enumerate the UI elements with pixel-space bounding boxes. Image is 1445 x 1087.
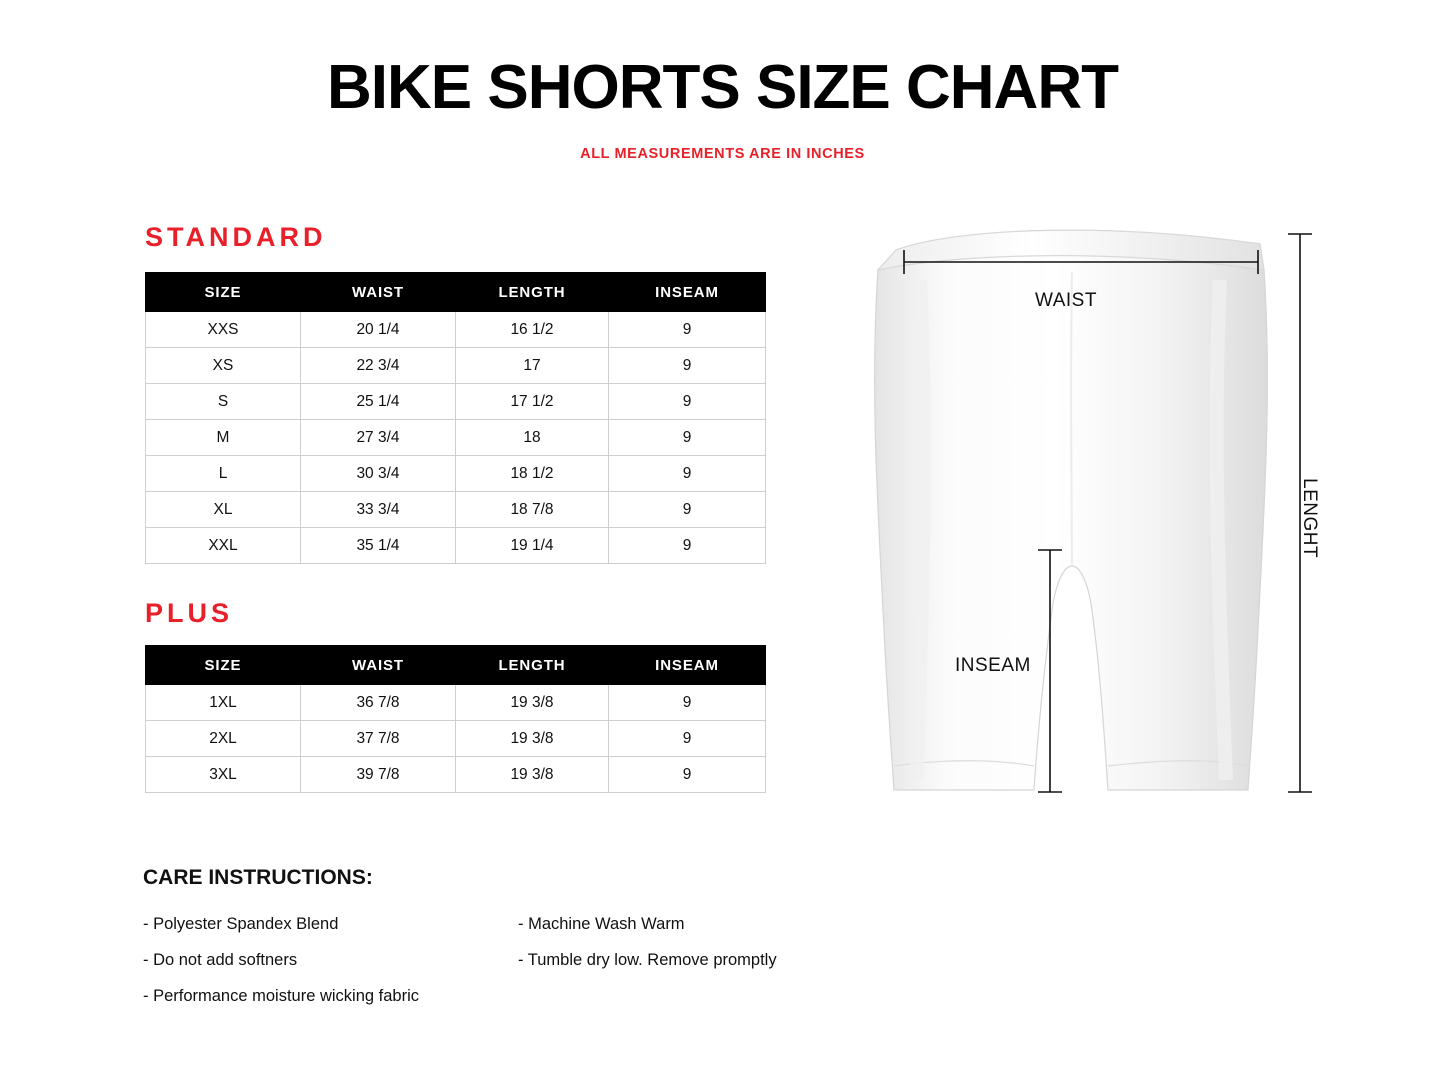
cell-waist: 37 7/8	[301, 721, 456, 757]
care-item	[518, 987, 903, 1006]
cell-size: XXL	[146, 528, 301, 564]
cell-waist: 35 1/4	[301, 528, 456, 564]
inseam-dimension-label: INSEAM	[955, 655, 1031, 676]
cell-inseam: 9	[609, 312, 766, 348]
cell-size: 3XL	[146, 757, 301, 793]
cell-waist: 22 3/4	[301, 348, 456, 384]
care-item: - Machine Wash Warm	[518, 915, 685, 933]
table-row	[146, 384, 766, 420]
cell-length: 19 3/8	[456, 721, 609, 757]
cell-size: 1XL	[146, 685, 301, 721]
cell-waist: 27 3/4	[301, 420, 456, 456]
cell-size: 2XL	[146, 721, 301, 757]
table-header-row	[146, 273, 766, 312]
cell-size: XS	[146, 348, 301, 384]
cell-inseam: 9	[609, 348, 766, 384]
cell-inseam: 9	[609, 384, 766, 420]
cell-inseam: 9	[609, 492, 766, 528]
cell-length: 16 1/2	[456, 312, 609, 348]
cell-inseam: 9	[609, 685, 766, 721]
cell-length: 18 7/8	[456, 492, 609, 528]
column-header-length: LENGTH	[456, 646, 609, 685]
cell-length: 17 1/2	[456, 384, 609, 420]
care-row	[143, 915, 903, 934]
cell-length: 19 1/4	[456, 528, 609, 564]
cell-inseam: 9	[609, 456, 766, 492]
cell-waist: 20 1/4	[301, 312, 456, 348]
table-row	[146, 492, 766, 528]
table-row	[146, 757, 766, 793]
cell-size: S	[146, 384, 301, 420]
cell-waist: 39 7/8	[301, 757, 456, 793]
waist-dimension-label: WAIST	[1035, 290, 1097, 311]
care-instructions-title: CARE INSTRUCTIONS:	[143, 866, 373, 889]
cell-inseam: 9	[609, 420, 766, 456]
table-header-row	[146, 646, 766, 685]
table-row	[146, 685, 766, 721]
cell-waist: 36 7/8	[301, 685, 456, 721]
column-header-waist: WAIST	[301, 646, 456, 685]
cell-waist: 33 3/4	[301, 492, 456, 528]
column-header-inseam: INSEAM	[609, 646, 766, 685]
standard-size-table	[145, 272, 766, 564]
care-item: - Tumble dry low. Remove promptly	[518, 951, 777, 969]
care-item: - Polyester Spandex Blend	[143, 915, 339, 933]
cell-size: L	[146, 456, 301, 492]
length-dimension-label: LENGHT	[1299, 478, 1320, 559]
column-header-size: SIZE	[146, 646, 301, 685]
column-header-length: LENGTH	[456, 273, 609, 312]
table-row	[146, 312, 766, 348]
cell-inseam: 9	[609, 721, 766, 757]
cell-size: M	[146, 420, 301, 456]
table-row	[146, 420, 766, 456]
cell-inseam: 9	[609, 757, 766, 793]
cell-size: XL	[146, 492, 301, 528]
table-row	[146, 456, 766, 492]
page-title: BIKE SHORTS SIZE CHART	[327, 53, 1118, 122]
cell-waist: 25 1/4	[301, 384, 456, 420]
standard-section-heading: STANDARD	[145, 222, 327, 252]
cell-length: 18	[456, 420, 609, 456]
cell-size: XXS	[146, 312, 301, 348]
table-row	[146, 348, 766, 384]
care-item: - Performance moisture wicking fabric	[143, 987, 420, 1005]
table-row	[146, 721, 766, 757]
care-item: - Do not add softners	[143, 951, 298, 969]
column-header-waist: WAIST	[301, 273, 456, 312]
cell-length: 17	[456, 348, 609, 384]
plus-size-table	[145, 645, 766, 793]
column-header-size: SIZE	[146, 273, 301, 312]
care-instructions-list	[143, 915, 903, 1023]
care-row	[143, 951, 903, 970]
table-row	[146, 528, 766, 564]
cell-length: 19 3/8	[456, 757, 609, 793]
column-header-inseam: INSEAM	[609, 273, 766, 312]
care-row	[143, 987, 903, 1006]
cell-length: 19 3/8	[456, 685, 609, 721]
plus-section-heading: PLUS	[145, 598, 234, 628]
cell-waist: 30 3/4	[301, 456, 456, 492]
page-subtitle: ALL MEASUREMENTS ARE IN INCHES	[580, 146, 865, 162]
cell-inseam: 9	[609, 528, 766, 564]
cell-length: 18 1/2	[456, 456, 609, 492]
